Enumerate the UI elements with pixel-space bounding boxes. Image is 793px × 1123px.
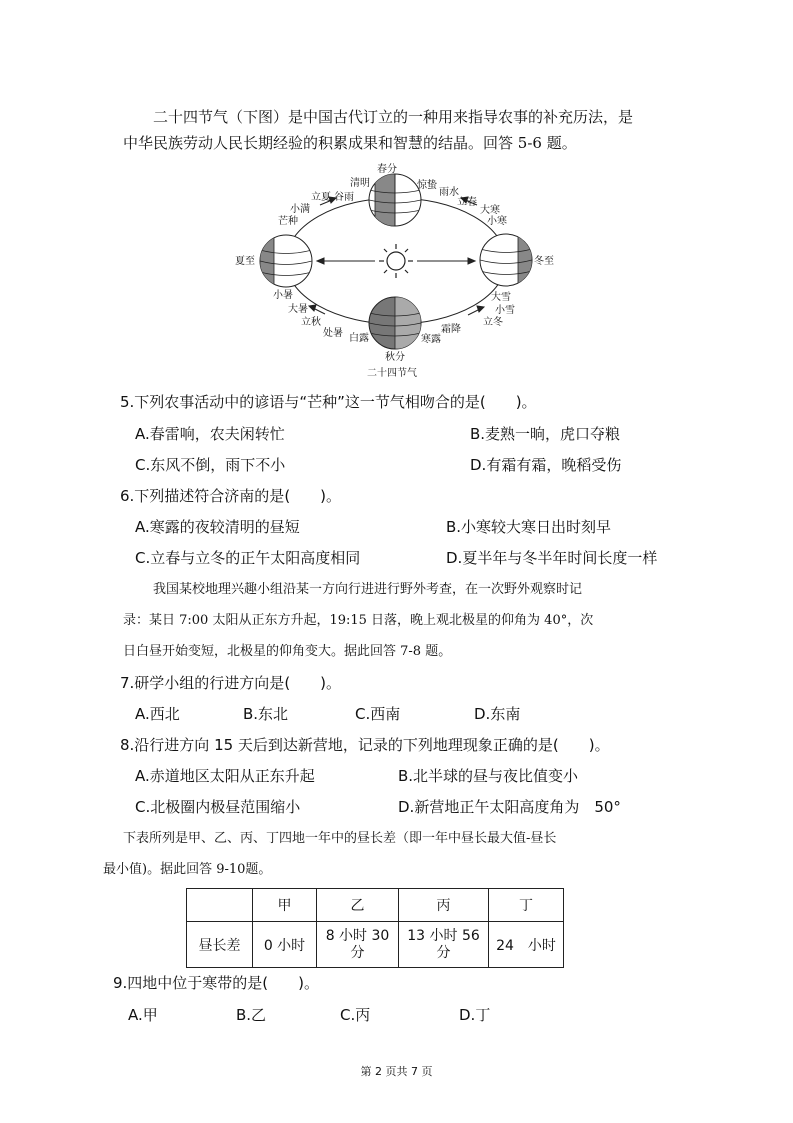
q8-option-d[interactable]: D.新营地正午太阳高度角为 50° [398,798,621,816]
q5-option-a[interactable]: A.春雷响，农夫闲转忙 [135,425,285,443]
q7-option-a[interactable]: A.西北 [135,705,180,723]
term-chushu: 处暑 [323,328,343,339]
table-header-empty [187,889,253,922]
q9-stem: 9.四地中位于寒带的是( )。 [113,974,320,992]
earth-summer-solstice [260,235,312,287]
passage2-line-3: 日白昼开始变短，北极星的仰角变大。据此回答 7-8 题。 [123,644,452,659]
term-dongzhi: 冬至 [534,256,554,267]
q9-option-a[interactable]: A.甲 [128,1006,158,1024]
q7-stem: 7.研学小组的行进方向是( )。 [120,674,342,692]
q8-option-b[interactable]: B.北半球的昼与夜比值变小 [398,767,579,785]
q8-option-c[interactable]: C.北极圈内极昼范围缩小 [135,798,301,816]
term-xiaohan: 小寒 [487,216,507,227]
q9-option-d[interactable]: D.丁 [459,1006,491,1024]
q5-option-d[interactable]: D.有霜有霜，晚稻受伤 [470,456,622,474]
table-row-label: 昼长差 [187,922,253,968]
term-lixia: 立夏 [311,192,331,203]
sun-icon [379,244,413,278]
term-xiazhi: 夏至 [235,256,255,267]
term-dahan: 大寒 [480,205,500,216]
q8-stem: 8.沿行进方向 15 天后到达新营地，记录的下列地理现象正确的是( )。 [120,736,610,754]
term-xiaoman: 小满 [290,204,310,215]
term-shuangjiang: 霜降 [441,324,461,335]
earth-spring-equinox [369,174,421,226]
term-xiaoshu: 小暑 [273,290,293,301]
q7-option-c[interactable]: C.西南 [355,705,401,723]
term-xiaoxue: 小雪 [495,305,515,316]
intro-line-1: 二十四节气（下图）是中国古代订立的一种用来指导农事的补充历法，是 [153,108,634,126]
q5-option-c[interactable]: C.东风不倒，雨下不小 [135,456,286,474]
term-guyu: 谷雨 [334,192,354,203]
term-jingzhe: 惊蛰 [417,180,437,191]
diagram-caption: 二十四节气 [367,368,417,379]
q5-stem: 5.下列农事活动中的谚语与“芒种”这一节气相吻合的是( )。 [120,393,537,411]
term-yushui: 雨水 [439,187,459,198]
q6-stem: 6.下列描述符合济南的是( )。 [120,487,342,505]
passage2-line-1: 我国某校地理兴趣小组沿某一方向行进进行野外考查，在一次野外观察时记 [153,582,583,597]
q7-option-d[interactable]: D.东南 [474,705,521,723]
term-qingming: 清明 [350,178,370,189]
passage3-line-1: 下表所列是甲、乙、丙、丁四地一年中的昼长差（即一年中昼长最大值-昼长 [123,831,557,846]
q6-option-a[interactable]: A.寒露的夜较清明的昼短 [135,518,300,536]
table-header-ding: 丁 [489,889,564,922]
table-cell-jia: 0 小时 [253,922,317,968]
q6-option-d[interactable]: D.夏半年与冬半年时间长度一样 [446,549,658,567]
earth-winter-solstice [480,234,532,286]
page-footer: 第 2 页共 7 页 [360,1065,433,1078]
term-qiufen: 秋分 [385,352,405,363]
term-mangzhong: 芒种 [278,216,298,227]
term-dashu: 大暑 [288,304,308,315]
term-chunfen: 春分 [377,164,397,175]
term-lidong: 立冬 [483,317,503,328]
q6-option-c[interactable]: C.立春与立冬的正午太阳高度相同 [135,549,361,567]
table-cell-yi: 8 小时 30 分 [317,922,399,968]
q9-option-c[interactable]: C.丙 [340,1006,371,1024]
passage2-line-2: 录：某日 7:00 太阳从正东方升起，19:15 日落，晚上观北极星的仰角为 40°，次 [123,613,594,628]
table-header-bing: 丙 [399,889,489,922]
q6-option-b[interactable]: B.小寒较大寒日出时刻早 [446,518,612,536]
q5-option-b[interactable]: B.麦熟一晌，虎口夺粮 [470,425,621,443]
term-hanlu: 寒露 [421,334,441,345]
term-liqiu: 立秋 [301,317,321,328]
table-header-yi: 乙 [317,889,399,922]
q9-option-b[interactable]: B.乙 [236,1006,267,1024]
term-daxue: 大雪 [491,292,511,303]
passage3-line-2: 最小值)。据此回答 9-10题。 [103,862,272,877]
table-cell-ding: 24 小时 [489,922,564,968]
term-lichun: 立春 [457,197,477,208]
term-bailu: 白露 [349,333,369,344]
intro-line-2: 中华民族劳动人民长期经验的积累成果和智慧的结晶。回答 5-6 题。 [123,134,577,152]
table-cell-bing: 13 小时 56 分 [399,922,489,968]
solar-terms-diagram [225,160,575,382]
q7-option-b[interactable]: B.东北 [243,705,289,723]
q8-option-a[interactable]: A.赤道地区太阳从正东升起 [135,767,315,785]
table-header-jia: 甲 [253,889,317,922]
day-length-table [186,888,564,968]
earth-autumn-equinox [369,297,421,349]
